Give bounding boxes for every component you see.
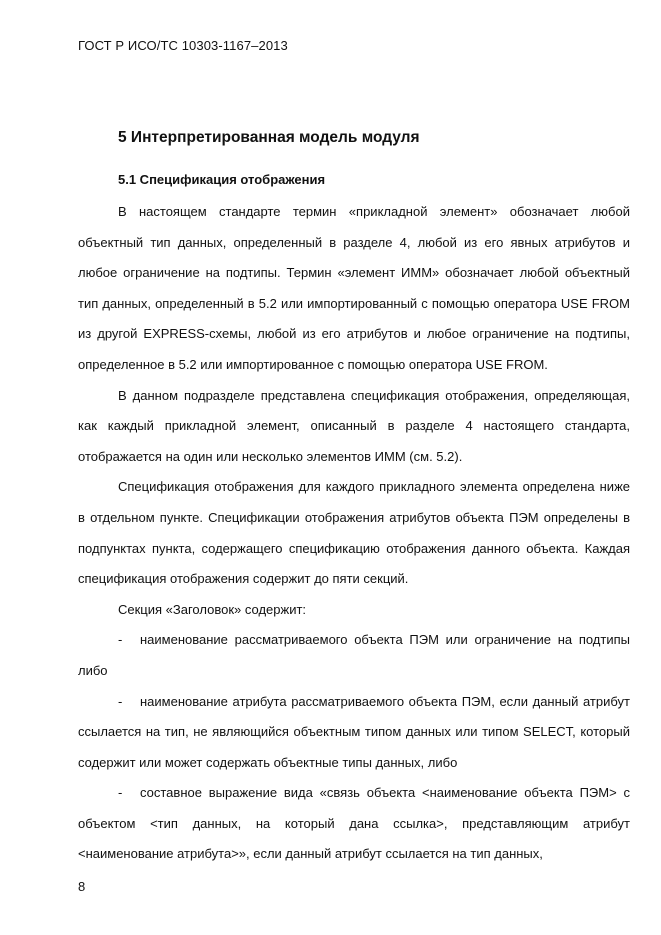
list-item-text: составное выражение вида «связь объекта <наименование объекта ПЭМ> с объектом <тип данных, на который дана ссылка>, представляющим атрибут <наименование атрибута>», если данный атрибут ссылается на тип данных, [78,785,630,862]
paragraph-mapping-structure: Спецификация отображения для каждого прикладного элемента определена ниже в отдельном пункте. Спецификации отображения атрибутов объекта ПЭМ определены в подпунктах пункта, содержащего спецификацию отображения данного объекта. Каждая спецификация отображения содержит до пяти секций. [78,479,630,587]
body-text [78,197,630,870]
subsection-title: 5.1 Спецификация отображения [118,172,326,187]
list-item-text: наименование рассматриваемого объекта ПЭМ или ограничение на подтипы либо [78,632,630,678]
list-dash: - [118,632,123,648]
section-title: 5 Интерпретированная модель модуля [118,129,420,146]
list-item [78,687,630,779]
paragraph-header-section: Секция «Заголовок» содержит: [118,601,307,617]
list-dash: - [118,785,123,801]
list-item [78,625,630,686]
list-item [78,778,630,870]
page-number: 8 [78,879,86,894]
document-header: ГОСТ Р ИСО/ТС 10303-1167–2013 [78,38,288,53]
paragraph-mapping-description: В данном подразделе представлена спецификация отображения, определяющая, как каждый прикладной элемент, описанный в разделе 4 настоящего стандарта, отображается на один или несколько элементов ИММ (см. 5.2). [78,387,630,464]
list-dash: - [118,693,123,709]
list-item-text: наименование атрибута рассматриваемого объекта ПЭМ, если данный атрибут ссылается на тип, не являющийся объектным типом данных или типом SELECT, который содержит или может содержать объектные типы данных, либо [78,693,630,770]
paragraph-terms: В настоящем стандарте термин «прикладной элемент» обозначает любой объектный тип данных, определенный в разделе 4, любой из его явных атрибутов и любое ограничение на подтипы. Термин «элемент ИММ» обозначает любой объектный тип данных, определенный в 5.2 или импортированный с помощью оператора USE FROM из другой EXPRESS-схемы, любой из его атрибутов и любое ограничение на подтипы, определенное в 5.2 или импортированное с помощью оператора USE FROM. [78,204,630,372]
